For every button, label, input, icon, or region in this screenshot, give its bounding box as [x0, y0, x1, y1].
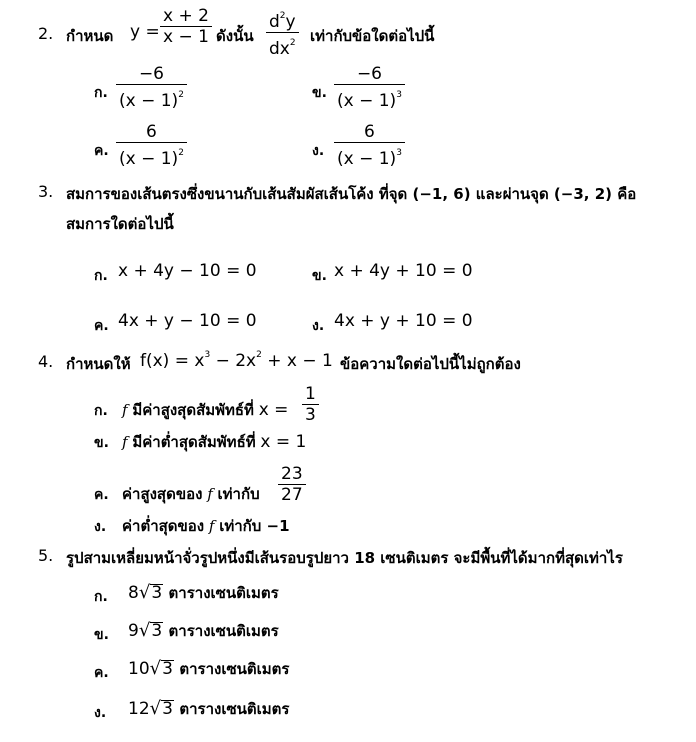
q3-option-c-label: ค. — [94, 318, 109, 334]
q4-option-b-label: ข. — [94, 435, 109, 451]
q5-option-c — [128, 657, 289, 681]
q4-number: 4. — [38, 352, 54, 371]
q4-option-a-den: 3 — [302, 404, 319, 425]
q2-function-fraction — [160, 6, 212, 47]
q3-option-d-label: ง. — [312, 318, 325, 334]
q5-option-a-coef: 8 — [128, 583, 139, 603]
q5-number: 5. — [38, 546, 54, 565]
q2-option-c-pow: 2 — [178, 148, 184, 158]
q4-function-exp-3: 3 — [204, 350, 211, 360]
q3-option-a-label: ก. — [94, 268, 108, 284]
q5-option-c-radical: √ — [149, 658, 162, 679]
q5-option-b-radical: √ — [138, 620, 151, 641]
q2-option-c-num: 6 — [146, 122, 157, 142]
q4-function-part-c: + x − 1 — [261, 351, 333, 371]
q2-option-c-label: ค. — [94, 143, 109, 159]
q5-option-a-label: ก. — [94, 589, 108, 605]
q4-function-exp-2: 2 — [256, 350, 262, 360]
q2-derivative-denominator — [266, 32, 299, 59]
q4-option-a-text — [122, 398, 288, 422]
q5-option-a — [128, 581, 279, 605]
q2-option-b-num: −6 — [356, 64, 382, 84]
q2-dx: dx — [269, 39, 290, 59]
q3-option-b-label: ข. — [312, 268, 327, 284]
q2-d-sup: 2 — [279, 11, 286, 21]
q2-y: y — [285, 12, 296, 32]
q2-option-d-base: (x − 1) — [337, 149, 397, 169]
q3-line2: สมการใดต่อไปนี้ — [66, 215, 174, 233]
q2-function-denominator: x − 1 — [160, 26, 212, 47]
q2-second-derivative — [266, 6, 299, 59]
q2-option-c — [116, 122, 187, 169]
q2-option-c-base: (x − 1) — [119, 149, 179, 169]
q2-option-d-num: 6 — [364, 122, 375, 142]
q4-function-part-a: f(x) = x — [140, 351, 205, 371]
q2-option-b-den — [334, 84, 405, 111]
q2-number: 2. — [38, 24, 54, 43]
q2-option-d-den — [334, 142, 405, 169]
q4-option-c-f: f — [207, 485, 213, 503]
q4-option-a-label: ก. — [94, 403, 108, 419]
q3-number: 3. — [38, 182, 54, 201]
q4-option-b-f: f — [122, 433, 128, 451]
q2-option-d-pow: 3 — [396, 148, 402, 158]
q2-dx-sup: 2 — [289, 38, 296, 48]
q4-given-text: กำหนดให้ — [66, 355, 131, 373]
q3-option-c: 4x + y − 10 = 0 — [118, 311, 257, 331]
q5-option-d-coef: 12 — [128, 699, 150, 719]
q4-option-c-num: 23 — [281, 464, 303, 484]
q5-option-d-unit: ตารางเซนติเมตร — [179, 700, 290, 718]
q5-option-c-unit: ตารางเซนติเมตร — [179, 660, 290, 678]
q2-option-d-label: ง. — [312, 143, 325, 159]
q4-option-a-x: x = — [258, 400, 289, 420]
q5-option-b-label: ข. — [94, 627, 109, 643]
q2-then-text: ดังนั้น — [216, 27, 254, 45]
q4-option-c-text — [122, 482, 260, 506]
q4-option-d-f: f — [208, 517, 215, 535]
q4-option-b-desc: มีค่าต่ำสุดสัมพัทธ์ที่ — [132, 433, 256, 451]
q2-d: d — [269, 12, 280, 32]
q4-option-d-desc: ค่าต่ำสุดของ — [122, 517, 205, 535]
q2-option-a-num: −6 — [138, 64, 164, 84]
q4-function-part-b: − 2x — [210, 351, 257, 371]
q2-y-equals: y = — [130, 22, 160, 42]
q5-option-d-radical: √ — [149, 698, 162, 719]
q4-option-b-x: x = 1 — [260, 432, 307, 452]
q2-option-a-den — [116, 84, 187, 111]
q2-option-a-pow: 2 — [178, 90, 184, 100]
q5-option-a-radical: √ — [138, 582, 151, 603]
q3-option-d: 4x + y + 10 = 0 — [334, 311, 473, 331]
q2-option-a — [116, 64, 187, 111]
q4-option-d-label: ง. — [94, 519, 107, 535]
q2-option-c-den — [116, 142, 187, 169]
q5-option-b-coef: 9 — [128, 621, 139, 641]
q5-text: รูปสามเหลี่ยมหน้าจั่วรูปหนึ่งมีเส้นรอบรูปยาว 18 เซนติเมตร จะมีพื้นที่ได้มากที่สุดเท่าไร — [66, 549, 623, 567]
q4-option-c-eq: เท่ากับ — [217, 485, 260, 503]
q5-option-b-radicand: 3 — [151, 621, 163, 641]
q5-option-c-coef: 10 — [128, 659, 150, 679]
q4-option-d-eq: เท่ากับ −1 — [219, 517, 290, 535]
q4-function — [140, 350, 333, 371]
q5-option-c-radicand: 3 — [162, 659, 173, 679]
q5-option-d-label: ง. — [94, 705, 107, 721]
q4-option-a-f: f — [122, 401, 128, 419]
q3-option-a: x + 4y − 10 = 0 — [118, 261, 257, 281]
q2-derivative-numerator — [266, 6, 299, 32]
q5-option-d-radicand: 3 — [162, 699, 173, 719]
q5-option-a-radicand: 3 — [151, 583, 163, 603]
q4-option-c-den: 27 — [278, 484, 306, 505]
q2-tail-text: เท่ากับข้อใดต่อไปนี้ — [310, 27, 435, 45]
q2-option-a-base: (x − 1) — [119, 91, 179, 111]
q2-option-a-label: ก. — [94, 85, 108, 101]
q2-option-d — [334, 122, 405, 169]
q3-option-b: x + 4y + 10 = 0 — [334, 261, 473, 281]
q5-option-a-unit: ตารางเซนติเมตร — [168, 584, 279, 602]
q5-option-c-label: ค. — [94, 665, 109, 681]
q5-option-b-unit: ตารางเซนติเมตร — [168, 622, 279, 640]
q2-function-numerator: x + 2 — [163, 6, 209, 26]
q3-line1: สมการของเส้นตรงซึ่งขนานกับเส้นสัมผัสเส้นโค้ง ที่จุด (−1, 6) และผ่านจุด (−3, 2) คือ — [66, 185, 637, 203]
q4-option-d-text — [122, 514, 290, 538]
q2-option-b-label: ข. — [312, 85, 327, 101]
q4-option-a-num: 1 — [305, 384, 316, 404]
q2-option-b — [334, 64, 405, 111]
q2-option-b-base: (x − 1) — [337, 91, 397, 111]
q4-option-c-label: ค. — [94, 487, 109, 503]
q4-tail-text: ข้อความใดต่อไปนี้ไม่ถูกต้อง — [340, 355, 521, 373]
q2-option-b-pow: 3 — [396, 90, 402, 100]
q5-option-d — [128, 697, 289, 721]
q2-given-text: กำหนด — [66, 27, 114, 45]
q4-option-b-text — [122, 430, 306, 454]
q4-option-a-desc: มีค่าสูงสุดสัมพัทธ์ที่ — [132, 401, 254, 419]
q4-option-c-desc: ค่าสูงสุดของ — [122, 485, 203, 503]
q5-option-b — [128, 619, 279, 643]
q4-option-c-fraction — [278, 464, 306, 505]
q4-option-a-fraction — [302, 384, 319, 425]
